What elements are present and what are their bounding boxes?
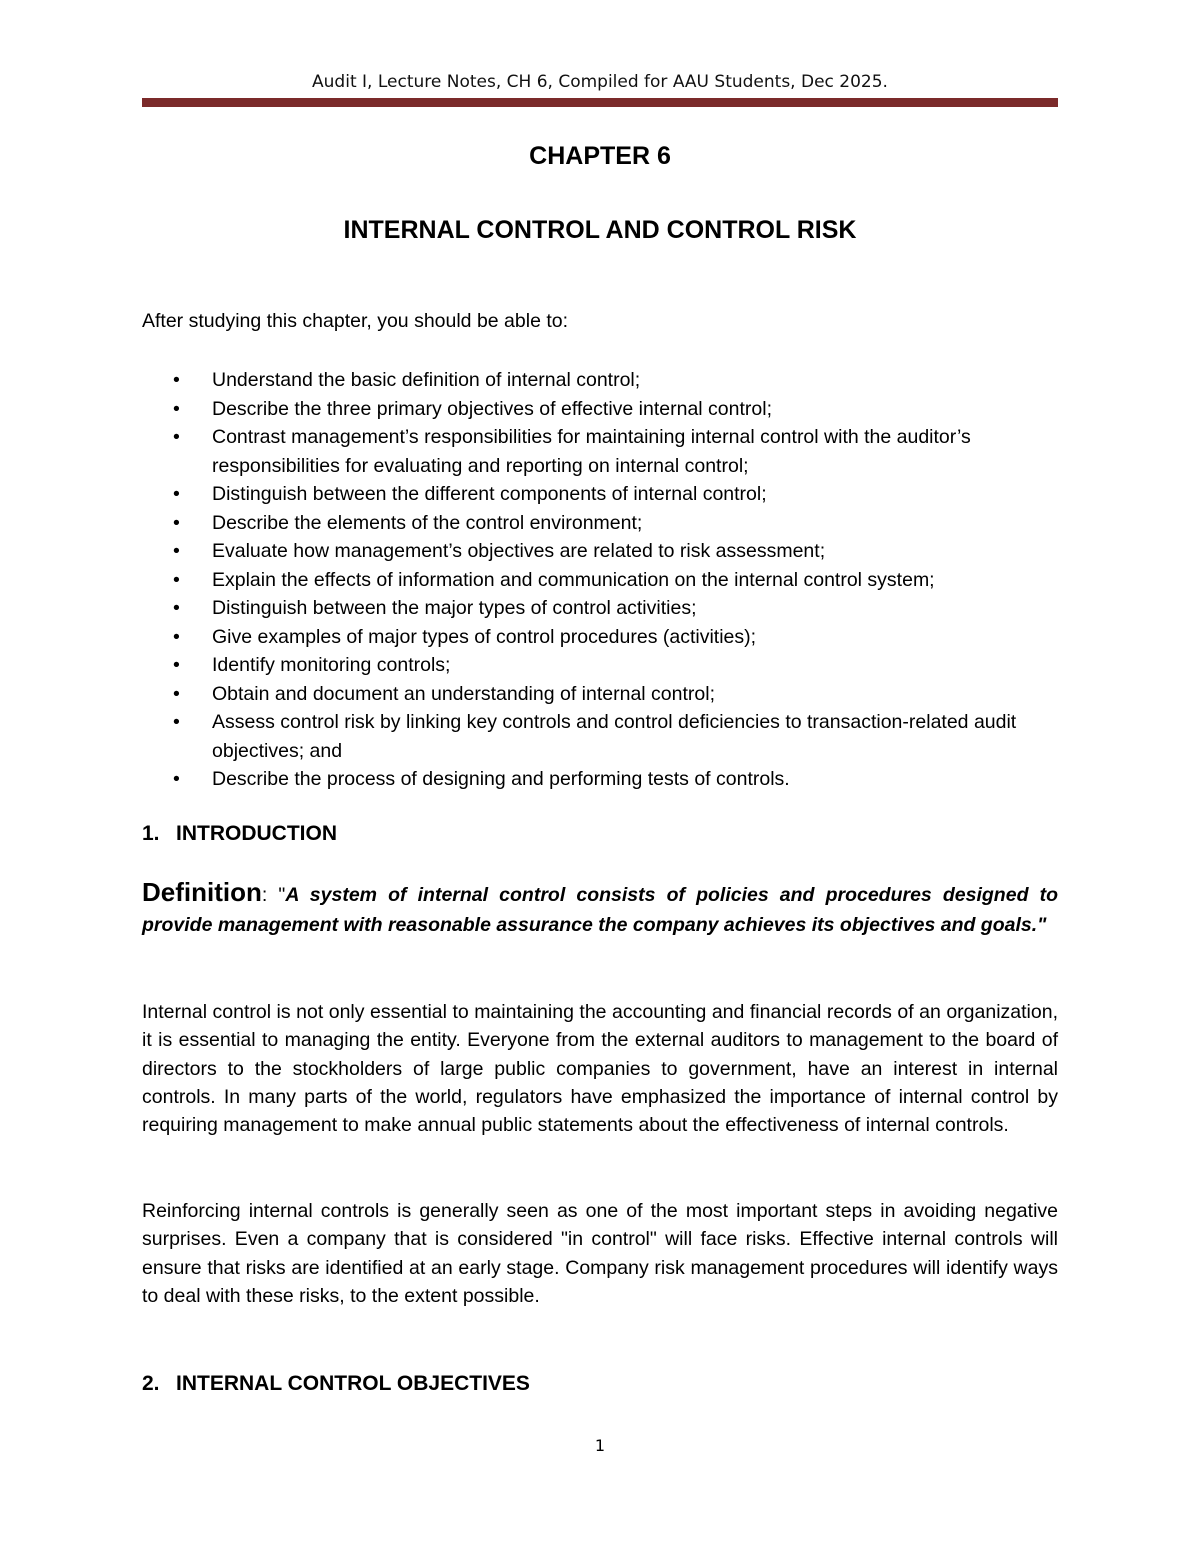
section-title: INTERNAL CONTROL OBJECTIVES [176, 1372, 530, 1395]
chapter-title: CHAPTER 6 [529, 142, 671, 170]
list-item: • Describe the elements of the control environment; [142, 509, 1062, 538]
list-item: • Distinguish between the major types of control activities; [142, 594, 1062, 623]
list-item: • Obtain and document an understanding of internal control; [142, 680, 1062, 709]
list-item: • Assess control risk by linking key controls and control deficiencies to transaction-related audit objectives; and [142, 708, 1062, 765]
paragraph: Reinforcing internal controls is generally seen as one of the most important steps in avoiding negative surprises. Even a company that is considered "in control" will face risks. Effective internal controls will ensure that risks are identified at an early stage. Company risk management procedures will identify ways to deal with these risks, to the extent possible. [142, 1200, 1058, 1307]
list-item: • Identify monitoring controls; [142, 651, 1062, 680]
page-number: 1 [594, 1436, 606, 1455]
paragraph: Internal control is not only essential to maintaining the accounting and financial records of an organization, it is essential to managing the entity. Everyone from the external auditors to management to the board of directors to the stockholders of large public companies to government, have an interest in internal controls. In many parts of the world, regulators have emphasized the importance of internal control by requiring management to make annual public statements about the effectiveness of internal controls. [142, 1001, 1058, 1137]
definition-quote: A system of internal control consists of policies and procedures designed to provide management with reasonable assurance the company achieves its objectives and goals. [142, 884, 1058, 936]
definition-separator: : " [261, 884, 286, 906]
list-item: • Contrast management’s responsibilities for maintaining internal control with the auditor’s responsibilities for evaluating and reporting on internal control; [142, 423, 1062, 480]
page-header: Audit I, Lecture Notes, CH 6, Compiled for AAU Students, Dec 2025. [312, 72, 888, 92]
section-number: 2. [142, 1372, 160, 1395]
chapter-subtitle: INTERNAL CONTROL AND CONTROL RISK [343, 216, 857, 244]
intro-text: After studying this chapter, you should be able to: [142, 310, 569, 332]
list-item: • Evaluate how management’s objectives are related to risk assessment; [142, 537, 1062, 566]
list-item: • Describe the three primary objectives of effective internal control; [142, 395, 1062, 424]
section-number: 1. [142, 822, 160, 845]
objectives-list [142, 366, 1062, 794]
section-2-heading [142, 1372, 530, 1396]
list-item: • Give examples of major types of control procedures (activities); [142, 623, 1062, 652]
list-item: • Understand the basic definition of internal control; [142, 366, 1062, 395]
definition-term: Definition [142, 877, 262, 907]
definition-close-quote: " [1037, 913, 1047, 936]
definition-block [142, 878, 1058, 940]
section-title: INTRODUCTION [176, 822, 337, 845]
list-item: • Explain the effects of information and communication on the internal control system; [142, 566, 1062, 595]
header-rule [142, 98, 1058, 107]
list-item: • Describe the process of designing and performing tests of controls. [142, 765, 1062, 794]
section-1-heading [142, 822, 337, 846]
list-item: • Distinguish between the different components of internal control; [142, 480, 1062, 509]
